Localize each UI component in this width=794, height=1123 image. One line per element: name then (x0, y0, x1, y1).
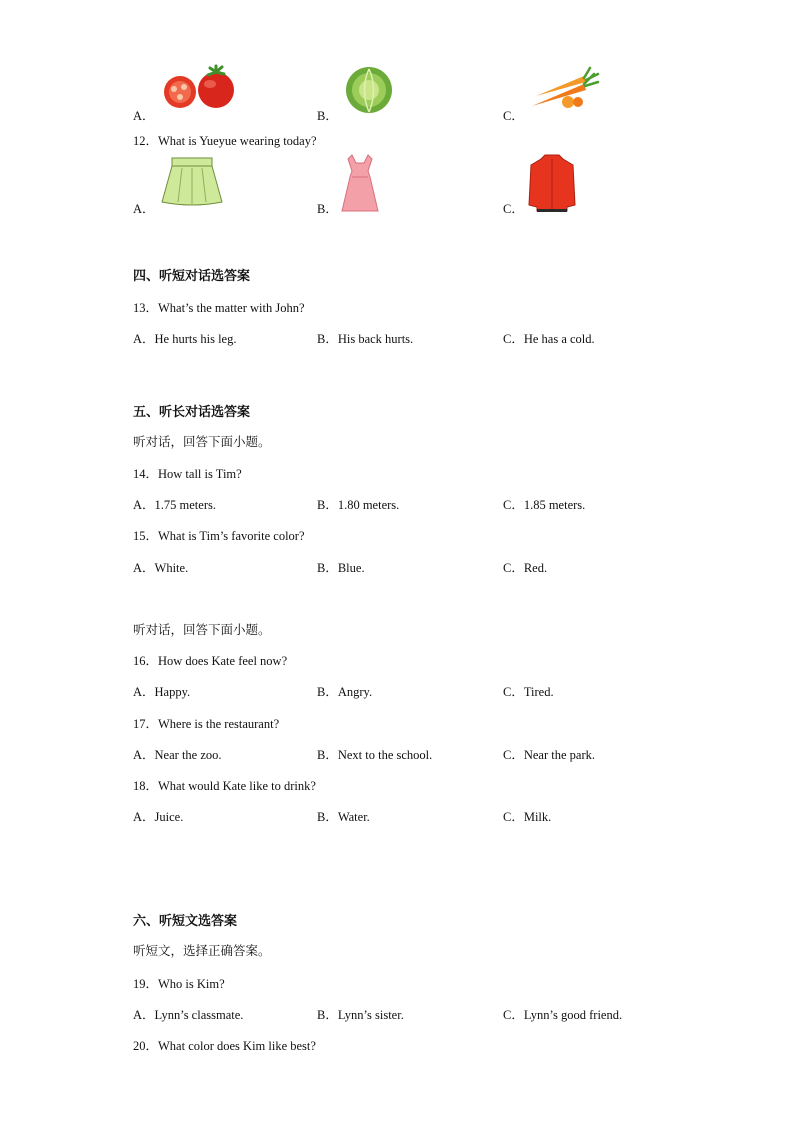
option-label: A． (133, 202, 155, 216)
section-heading: 四、听短对话选答案 (133, 269, 251, 284)
instruction: 听对话，回答下面小题。 (133, 622, 271, 637)
option-a: A．Juice. (133, 810, 184, 824)
instruction: 听短文，选择正确答案。 (133, 943, 271, 958)
section-heading: 六、听短文选答案 (133, 914, 238, 929)
option-a: A．White. (133, 561, 189, 575)
option-a: A．Lynn’s classmate. (133, 1008, 244, 1022)
carrot-icon (528, 66, 600, 112)
option-c: C．1.85 meters. (503, 498, 586, 512)
option-a: A．He hurts his leg. (133, 332, 237, 346)
option-label: C． (503, 109, 524, 123)
question-18: 18．What would Kate like to drink? (133, 779, 316, 793)
dress-icon (340, 153, 380, 213)
option-a: A．1.75 meters. (133, 498, 216, 512)
question-13: 13．What’s the matter with John? (133, 301, 305, 315)
question-15: 15．What is Tim’s favorite color? (133, 529, 305, 543)
option-label: B． (317, 109, 338, 123)
option-c: C．Milk. (503, 810, 552, 824)
option-b: B．Angry. (317, 685, 373, 699)
option-a: A．Happy. (133, 685, 191, 699)
question-14: 14．How tall is Tim? (133, 467, 242, 481)
option-c: C．Lynn’s good friend. (503, 1008, 623, 1022)
option-c: C．Red. (503, 561, 548, 575)
option-label: A． (133, 109, 155, 123)
option-label: B． (317, 202, 338, 216)
question-12: 12．What is Yueyue wearing today? (133, 134, 317, 148)
option-label: C． (503, 202, 524, 216)
section-heading: 五、听长对话选答案 (133, 405, 251, 420)
instruction: 听对话，回答下面小题。 (133, 434, 271, 449)
option-c: C．Tired. (503, 685, 554, 699)
option-b: B．Water. (317, 810, 370, 824)
option-b: B．Next to the school. (317, 748, 433, 762)
question-20: 20．What color does Kim like best? (133, 1039, 316, 1053)
cabbage-icon (343, 64, 395, 114)
option-b: B．Lynn’s sister. (317, 1008, 404, 1022)
option-c: C．Near the park. (503, 748, 595, 762)
skirt-icon (160, 156, 224, 208)
option-a: A．Near the zoo. (133, 748, 222, 762)
option-b: B．His back hurts. (317, 332, 414, 346)
option-c: C．He has a cold. (503, 332, 595, 346)
question-19: 19．Who is Kim? (133, 977, 225, 991)
question-16: 16．How does Kate feel now? (133, 654, 288, 668)
question-17: 17．Where is the restaurant? (133, 717, 280, 731)
option-b: B．Blue. (317, 561, 365, 575)
option-b: B．1.80 meters. (317, 498, 400, 512)
tomato-icon (160, 64, 238, 112)
jacket-icon (527, 153, 577, 213)
